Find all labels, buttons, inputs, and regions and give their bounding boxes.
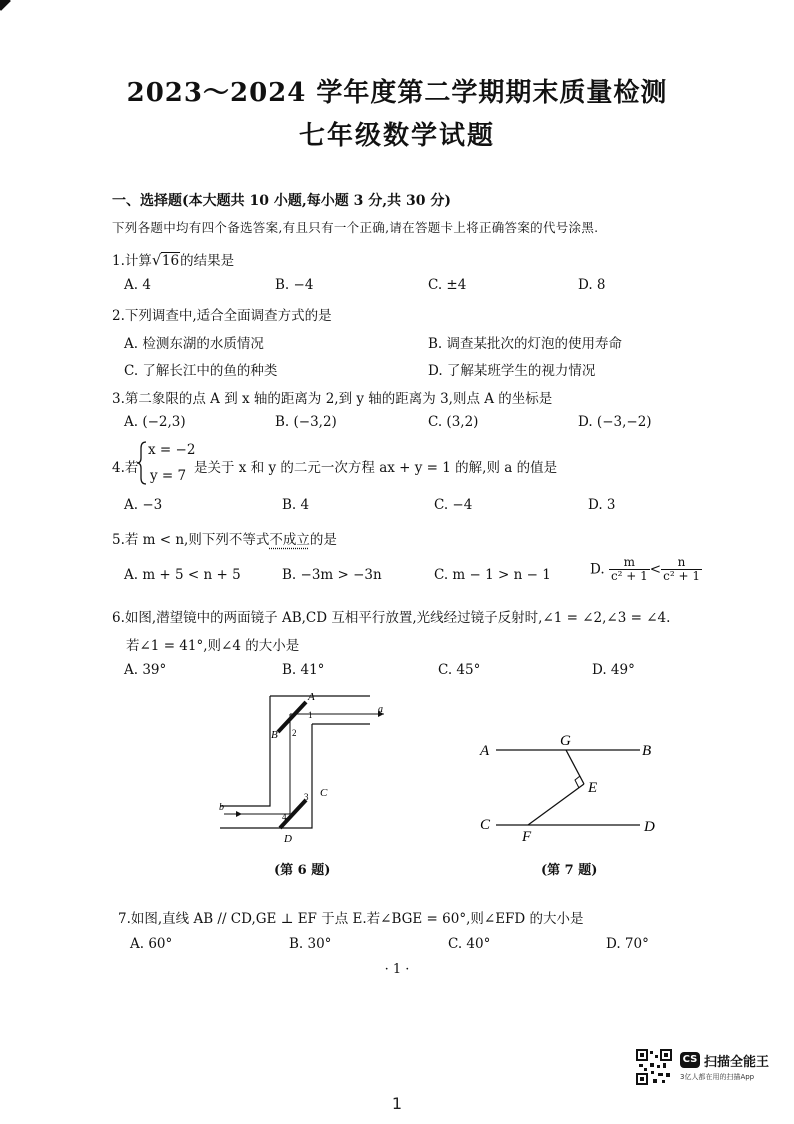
q1-option-a: A. 4: [124, 277, 151, 293]
q4-option-b: B. 4: [282, 497, 310, 513]
question-5-prefix: 5.若 m < n,则下列不等式: [112, 532, 270, 548]
q5-option-d-label: D.: [590, 561, 605, 578]
fig6-angle-1: 1: [308, 710, 313, 720]
question-3: 3.第二象限的点 A 到 x 轴的距离为 2,到 y 轴的距离为 3,则点 A 的坐标是: [112, 391, 553, 407]
inner-page-number: · 1 ·: [384, 962, 410, 977]
page-number: 1: [391, 1094, 403, 1113]
fraction-inequality: <: [649, 561, 662, 578]
fig6-angle-3: 3: [304, 792, 309, 802]
question-6-line-2: 若∠1 = 41°,则∠4 的大小是: [126, 638, 300, 654]
fig6-label-b-lower: b: [219, 802, 224, 813]
q2-option-a: A. 检测东湖的水质情况: [124, 336, 264, 352]
sqrt-expression: √ 16: [151, 251, 180, 269]
exam-title: 2023～2024 学年度第二学期期末质量检测: [126, 78, 668, 108]
q1-option-d: D. 8: [578, 277, 606, 293]
figure-7-parallel-lines: [476, 728, 676, 844]
fig7-label-d: D: [644, 819, 655, 835]
fig6-label-b-upper: B: [271, 729, 278, 741]
q7-option-d: D. 70°: [606, 936, 649, 952]
figure-7-caption: (第 7 题): [541, 863, 598, 878]
q7-option-a: A. 60°: [130, 936, 173, 952]
fig7-label-a: A: [480, 743, 490, 759]
q6-option-c: C. 45°: [438, 662, 481, 678]
question-5: [112, 528, 337, 548]
fraction-m: [609, 556, 650, 583]
fraction-n: [661, 556, 702, 583]
q1-option-c: C. ±4: [428, 277, 467, 293]
fig6-angle-2: 2: [292, 728, 297, 738]
question-5-emphasis: 不成立: [269, 532, 310, 548]
q5-option-b: B. −3m > −3n: [282, 567, 382, 583]
fig7-label-e: E: [588, 780, 598, 796]
q2-option-c: C. 了解长江中的鱼的种类: [124, 363, 278, 379]
q4-option-a: A. −3: [124, 497, 163, 513]
corner-mark: [0, 0, 11, 11]
question-1-prefix: 1.计算: [112, 253, 152, 269]
section-instruction: 下列各题中均有四个备选答案,有且只有一个正确,请在答题卡上将正确答案的代号涂黑.: [112, 220, 599, 235]
scanner-brand: 扫描全能王: [704, 1055, 770, 1070]
question-6-line-1: 6.如图,潜望镜中的两面镜子 AB,CD 互相平行放置,光线经过镜子反射时,∠1 = ∠2,∠3 = ∠4.: [112, 610, 671, 626]
system-line-2: y = 7: [150, 468, 187, 484]
scanner-logo: CS: [680, 1052, 700, 1068]
exam-subtitle: 七年级数学试题: [298, 121, 495, 151]
q5-option-d: [590, 556, 702, 583]
q7-option-b: B. 30°: [289, 936, 332, 952]
fraction-m-numerator: m: [609, 556, 650, 570]
q5-option-a: A. m + 5 < n + 5: [124, 567, 241, 583]
scanner-tagline: 3亿人都在用的扫描App: [680, 1073, 755, 1081]
question-1-suffix: 的结果是: [180, 253, 235, 269]
fig6-angle-4: 4: [282, 812, 287, 822]
q3-option-c: C. (3,2): [428, 414, 479, 430]
fig7-label-b: B: [642, 743, 652, 759]
qr-code-icon: [636, 1049, 672, 1085]
q2-option-d: D. 了解某班学生的视力情况: [428, 363, 596, 379]
q3-option-d: D. (−3,−2): [578, 414, 652, 430]
q1-option-b: B. −4: [275, 277, 314, 293]
q7-option-c: C. 40°: [448, 936, 491, 952]
question-4-prefix: 4.若: [112, 460, 139, 476]
fraction-n-numerator: n: [661, 556, 702, 570]
question-4-suffix: 是关于 x 和 y 的二元一次方程 ax + y = 1 的解,则 a 的值是: [194, 460, 558, 476]
q3-option-a: A. (−2,3): [124, 414, 186, 430]
fig6-label-c-upper: C: [320, 787, 328, 799]
question-2: 2.下列调查中,适合全面调查方式的是: [112, 308, 332, 324]
question-5-suffix: 的是: [309, 532, 337, 548]
q4-option-d: D. 3: [588, 497, 616, 513]
q2-option-b: B. 调查某批次的灯泡的使用寿命: [428, 336, 623, 352]
fig7-label-g: G: [560, 733, 571, 749]
q6-option-a: A. 39°: [124, 662, 167, 678]
fig6-label-d-upper: D: [284, 833, 292, 845]
sqrt-radicand: 16: [161, 253, 180, 269]
q5-option-c: C. m − 1 > n − 1: [434, 567, 551, 583]
fraction-n-denominator: c² + 1: [663, 569, 700, 583]
fig6-label-a-lower: a: [378, 704, 383, 715]
question-1: [112, 249, 234, 269]
fig7-label-c: C: [480, 817, 491, 833]
fraction-m-denominator: c² + 1: [610, 569, 648, 583]
system-line-1: x = −2: [148, 442, 196, 458]
q3-option-b: B. (−3,2): [275, 414, 337, 430]
fig6-label-a-upper: A: [308, 691, 315, 703]
section-heading: 一、选择题(本大题共 10 小题,每小题 3 分,共 30 分): [112, 193, 451, 209]
question-7: 7.如图,直线 AB // CD,GE ⊥ EF 于点 E.若∠BGE = 60°,则∠EFD 的大小是: [118, 911, 584, 927]
figure-6-periscope: [210, 688, 400, 850]
figure-6-caption: (第 6 题): [274, 863, 331, 878]
system-brace: [136, 440, 148, 486]
q6-option-b: B. 41°: [282, 662, 325, 678]
fig7-label-f: F: [522, 829, 532, 844]
q6-option-d: D. 49°: [592, 662, 635, 678]
q4-option-c: C. −4: [434, 497, 473, 513]
